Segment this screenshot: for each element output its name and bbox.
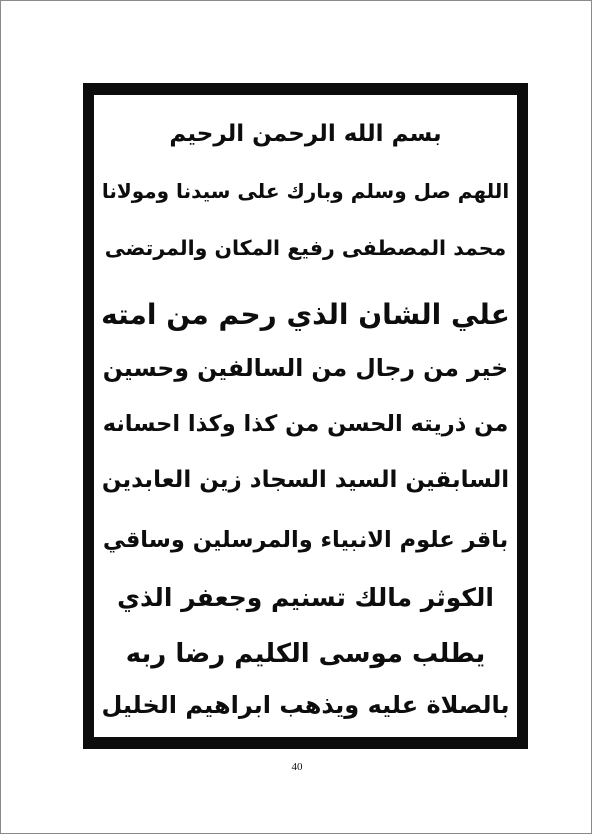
calligraphy-line: علي الشان الذي رحم من امته bbox=[101, 298, 510, 331]
calligraphy-line: محمد المصطفى رفيع المكان والمرتضى bbox=[104, 236, 507, 260]
calligraphy-line: خير من رجال من السالفين وحسين bbox=[102, 354, 509, 382]
page-number: 40 bbox=[291, 761, 303, 773]
calligraphy-line: يطلب موسى الكليم رضا ربه bbox=[125, 639, 486, 669]
black-border-frame bbox=[83, 83, 528, 749]
calligraphy-line: الكوثر مالك تسنيم وجعفر الذي bbox=[117, 583, 494, 612]
calligraphy-line: من ذريته الحسن من كذا وكذا احسانه bbox=[102, 411, 509, 437]
calligraphy-line: اللهم صل وسلم وبارك على سيدنا ومولانا bbox=[101, 179, 510, 203]
calligraphy-line: باقر علوم الانبياء والمرسلين وساقي bbox=[102, 527, 509, 553]
calligraphy-line-basmala: بسم الله الرحمن الرحيم bbox=[169, 121, 442, 147]
calligraphy-line: بالصلاة عليه ويذهب ابراهيم الخليل bbox=[101, 691, 510, 719]
calligraphy-panel bbox=[94, 95, 517, 737]
calligraphy-line: السابقين السيد السجاد زين العابدين bbox=[101, 467, 510, 493]
